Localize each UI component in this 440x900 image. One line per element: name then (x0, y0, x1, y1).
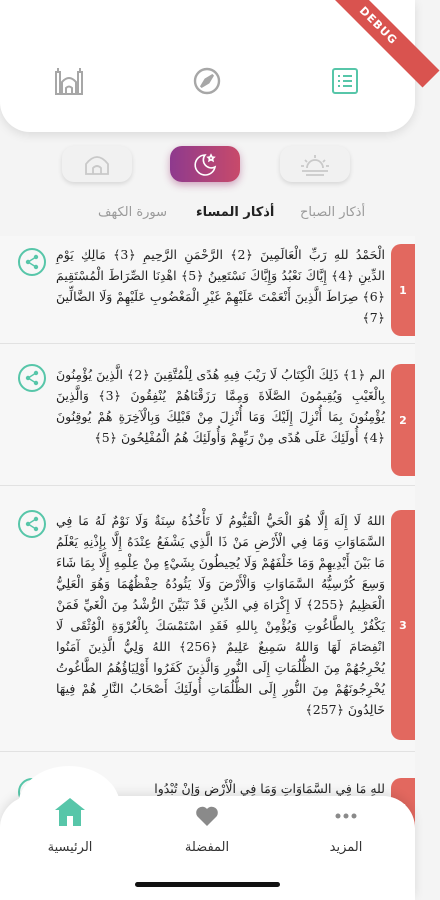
time-option-mosque[interactable] (62, 146, 132, 182)
tab-evening-azkar[interactable]: أذكار المساء (196, 205, 275, 220)
list-item (0, 486, 415, 752)
azkar-tabs (0, 205, 415, 227)
debug-banner: DEBUG (315, 0, 415, 100)
mosque-icon (82, 152, 112, 176)
share-icon (24, 516, 40, 532)
bottom-nav-more-label: المزيد (329, 840, 363, 855)
moon-icon (191, 151, 219, 177)
zikr-text: للهِ مَا فِي السَّمَاوَاتِ وَمَا فِي الْأَرْضِ وَإِنْ تُبْدُوا (154, 781, 385, 796)
zikr-number: 3 (391, 510, 415, 740)
time-option-evening[interactable] (170, 146, 240, 182)
zikr-text: اللهُ لَا إِلَهَ إِلَّا هُوَ الْحَيُّ الْقَيُّومُ لَا تَأْخُذُهُ سِنَةٌ وَلَا نَوْمٌ لَهُ مَا فِي السَّمَاوَاتِ وَمَا فِي الْأَرْضِ مَنْ ذَا الَّذِي يَشْفَعُ عِنْدَهُ إِلَّا بِإِذْنِهِ يَعْلَمُ مَا بَيْنَ أَيْدِيهِمْ وَمَا خَلْفَهُمْ وَلَا يُحِيطُونَ بِشَيْءٍ مِنْ عِلْمِهِ إِلَّا بِمَا شَاءَ وَسِعَ كُرْسِيُّهُ السَّمَاوَاتِ وَالْأَرْضَ وَلَا يَئُودُهُ حِفْظُهُمَا وَهُوَ الْعَلِيُّ الْعَظِيمُ ﴿255﴾ لَا إِكْرَاهَ فِي الدِّينِ قَدْ تَبَيَّنَ الرُّشْدُ مِنَ الْغَيِّ فَمَنْ يَكْفُرْ بِالطَّاغُوتِ وَيُؤْمِنْ بِاللهِ فَقَدِ اسْتَمْسَكَ بِالْعُرْوَةِ الْوُثْقَى لَا انْفِصَامَ لَهَا وَاللهُ سَمِيعٌ عَلِيمٌ ﴿256﴾ اللهُ وَلِيُّ الَّذِينَ آمَنُوا يُخْرِجُهُمْ مِنَ الظُّلُمَاتِ إِلَى النُّورِ وَالَّذِينَ كَفَرُوا أَوْلِيَاؤُهُمُ الطَّاغُوتُ يُخْرِجُونَهُمْ مِنَ النُّورِ إِلَى الظُّلُمَاتِ أُولَئِكَ أَصْحَابُ النَّارِ هُمْ فِيهَا خَالِدُونَ ﴿257﴾ (56, 513, 385, 717)
time-option-morning[interactable] (280, 146, 350, 182)
share-button[interactable] (18, 248, 46, 276)
tab-surat-al-kahf[interactable]: سورة الكهف (98, 205, 168, 220)
compass-icon[interactable] (188, 62, 226, 100)
tab-morning-azkar[interactable]: أذكار الصباح (300, 205, 366, 220)
zikr-text: الم ﴿1﴾ ذَلِكَ الْكِتَابُ لَا رَيْبَ فِيهِ هُدًى لِلْمُتَّقِينَ ﴿2﴾ الَّذِينَ يُؤْمِنُونَ بِالْغَيْبِ وَيُقِيمُونَ الصَّلَاةَ وَمِمَّا رَزَقْنَاهُمْ يُنْفِقُونَ ﴿3﴾ وَالَّذِينَ يُؤْمِنُونَ بِمَا أُنْزِلَ إِلَيْكَ وَمَا أُنْزِلَ مِنْ قَبْلِكَ وَبِالْآخِرَةِ هُمْ يُوقِنُونَ ﴿4﴾ أُولَئِكَ عَلَى هُدًى مِنْ رَبِّهِمْ وَأُولَئِكَ هُمُ الْمُفْلِحُونَ ﴿5﴾ (56, 367, 385, 445)
zikr-number: 1 (391, 244, 415, 336)
mosque-icon[interactable] (50, 62, 88, 100)
zikr-text: الْحَمْدُ للهِ رَبِّ الْعَالَمِينَ ﴿2﴾ الرَّحْمَنِ الرَّحِيمِ ﴿3﴾ مَالِكِ يَوْمِ الدِّينِ ﴿4﴾ إِيَّاكَ نَعْبُدُ وَإِيَّاكَ نَسْتَعِينُ ﴿5﴾ اهْدِنَا الصِّرَاطَ الْمُسْتَقِيمَ ﴿6﴾ صِرَاطَ الَّذِينَ أَنْعَمْتَ عَلَيْهِمْ غَيْرِ الْمَغْضُوبِ عَلَيْهِمْ وَلَا الضَّالِّينَ ﴿7﴾ (56, 247, 385, 325)
share-button[interactable] (18, 510, 46, 538)
list-item (0, 236, 415, 344)
share-icon (24, 254, 40, 270)
bottom-nav-home-label: الرئيسية (47, 840, 93, 855)
share-icon (24, 370, 40, 386)
heart-icon (195, 805, 219, 827)
zikr-number: 2 (391, 364, 415, 476)
list-item (0, 344, 415, 486)
bottom-nav-favorites-label: المفضلة (184, 840, 230, 855)
home-icon (53, 796, 87, 828)
azkar-list (0, 236, 415, 796)
home-indicator (135, 882, 280, 887)
share-button[interactable] (18, 364, 46, 392)
more-icon (334, 812, 358, 820)
sunrise-icon (299, 152, 331, 176)
